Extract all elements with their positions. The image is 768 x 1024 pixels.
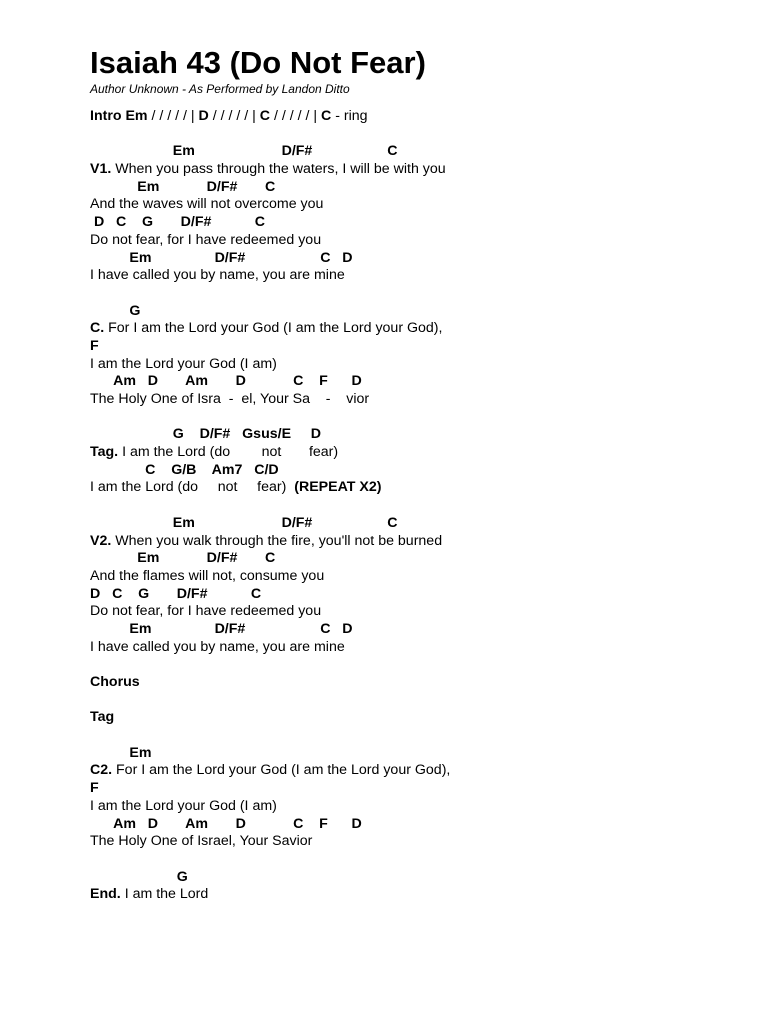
lyric-line <box>90 886 740 904</box>
section-heading: Chorus <box>90 674 140 690</box>
intro-beats: / / / / / | <box>147 108 199 124</box>
blank-line <box>90 656 740 674</box>
blank-line <box>90 851 740 869</box>
chord-line: D C G D/F# C <box>90 214 266 231</box>
lyric-line <box>90 833 740 851</box>
chord-line: Am D Am D C F D <box>90 373 362 390</box>
lyric-line <box>90 568 740 586</box>
chord-line: Em D/F# C D <box>90 249 353 266</box>
lyric-line <box>90 267 740 285</box>
chord-line: G <box>90 302 141 319</box>
lyric-line <box>90 479 740 497</box>
chord-line: G <box>90 868 188 885</box>
chord-line: Em D/F# C <box>90 178 276 195</box>
section-label: End. <box>90 886 121 903</box>
lyric-line <box>90 762 740 780</box>
lyric-text: Do not fear, for I have redeemed you <box>90 603 322 620</box>
blank-line <box>90 409 740 427</box>
lyric-line <box>90 533 740 551</box>
song-body <box>90 108 740 904</box>
lyric-line <box>90 639 740 657</box>
lyric-line <box>90 798 740 816</box>
lyric-text: When you walk through the fire, you'll not be burned <box>111 532 443 549</box>
lyric-text: I am the Lord your God (I am) <box>90 355 277 372</box>
intro-beats: - ring <box>331 108 368 124</box>
lyric-line <box>90 232 740 250</box>
lyric-text: I am the Lord (do not fear) <box>118 444 339 461</box>
blank-line <box>90 692 740 710</box>
section-label: C. <box>90 320 105 337</box>
lyric-line <box>90 444 740 462</box>
chord-line: Em <box>90 744 152 761</box>
blank-line <box>90 727 740 745</box>
lyric-text: For I am the Lord your God (I am the Lord your God), <box>104 320 443 337</box>
repeat-note: (REPEAT X2) <box>294 479 382 496</box>
intro-beats: / / / / / | <box>208 108 260 124</box>
lyric-line <box>90 391 740 409</box>
lyric-text: I have called you by name, you are mine <box>90 267 345 284</box>
song-title: Isaiah 43 (Do Not Fear) <box>90 45 426 80</box>
intro-chord: Em <box>125 108 148 124</box>
lyric-line <box>90 603 740 621</box>
lyric-text: I have called you by name, you are mine <box>90 638 345 655</box>
intro-chord: D <box>198 108 209 124</box>
intro-chord: C <box>321 108 332 124</box>
intro-line <box>90 108 740 126</box>
lyric-text: The Holy One of Isra - el, Your Sa - vior <box>90 391 370 407</box>
section-label: Tag. <box>90 444 119 461</box>
chord-line: Em D/F# C <box>90 143 398 160</box>
lyric-text: And the waves will not overcome you <box>90 196 324 213</box>
chord-line: G D/F# Gsus/E D <box>90 426 321 443</box>
chord-line: F <box>90 780 99 797</box>
blank-line <box>90 497 740 515</box>
chord-sheet <box>90 44 740 904</box>
lyric-text: I am the Lord your God (I am) <box>90 797 277 814</box>
lyric-text: And the flames will not, consume you <box>90 567 325 584</box>
chord-line: D C G D/F# C <box>90 585 262 602</box>
lyric-line <box>90 320 740 338</box>
lyric-line <box>90 196 740 214</box>
chord-line: F <box>90 337 99 354</box>
lyric-text: For I am the Lord your God (I am the Lord your God), <box>112 762 451 779</box>
lyric-text: The Holy One of Israel, Your Savior <box>90 833 313 850</box>
lyric-line <box>90 161 740 179</box>
lyric-text: I am the Lord (do not fear) <box>90 479 295 496</box>
section-label: V1. <box>90 161 112 178</box>
lyric-text: Do not fear, for I have redeemed you <box>90 231 322 248</box>
intro-beats: / / / / / | <box>270 108 322 124</box>
section-label: C2. <box>90 762 113 779</box>
chord-line: Em D/F# C <box>90 550 276 567</box>
chord-line: Em D/F# C <box>90 514 398 531</box>
chord-line: Em D/F# C D <box>90 620 353 637</box>
chord-line: C G/B Am7 C/D <box>90 461 279 478</box>
lyric-line <box>90 356 740 374</box>
chord-line: Am D Am D C F D <box>90 815 362 832</box>
section-heading: Tag <box>90 709 115 726</box>
blank-line <box>90 285 740 303</box>
intro-chord: C <box>259 108 271 124</box>
blank-line <box>90 126 740 144</box>
section-label: Intro <box>90 108 126 124</box>
lyric-text: I am the Lord <box>120 886 209 903</box>
lyric-text: When you pass through the waters, I will be with you <box>111 161 446 178</box>
song-author: Author Unknown - As Performed by Landon Ditto <box>90 82 350 96</box>
section-label: V2. <box>90 532 112 549</box>
